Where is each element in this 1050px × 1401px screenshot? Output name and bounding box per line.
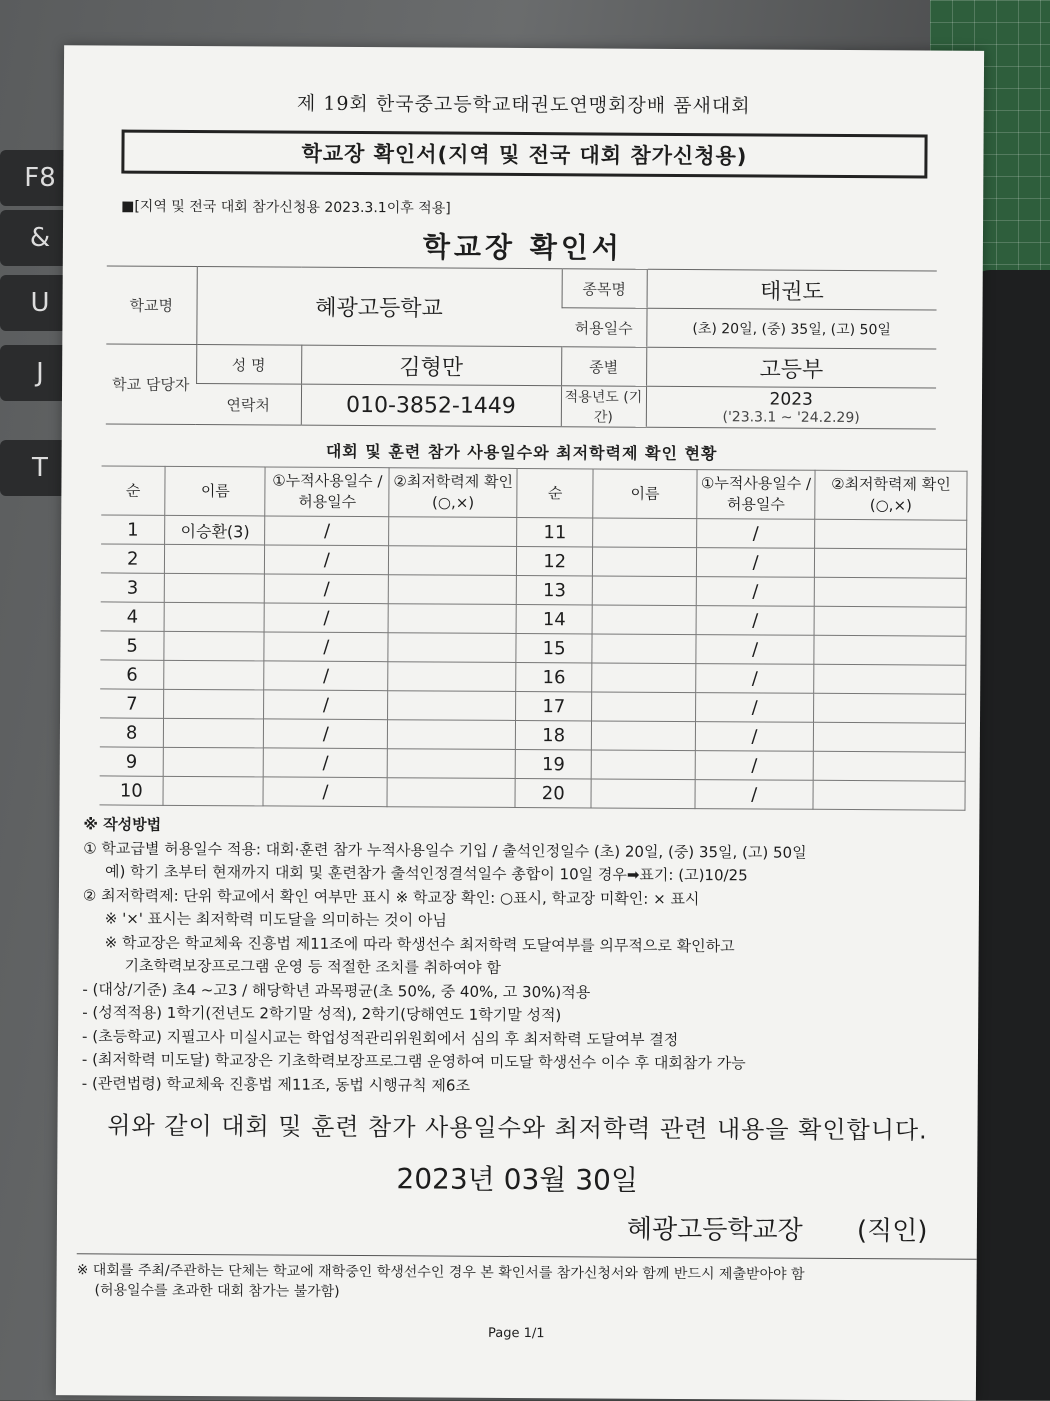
row-no: 3 (101, 573, 165, 602)
row-name (164, 689, 264, 719)
row-name (164, 718, 264, 748)
row-check (813, 780, 965, 810)
row-check (814, 606, 966, 636)
row-days: / (696, 664, 814, 694)
row-no: 19 (515, 749, 591, 778)
row-check (814, 664, 966, 694)
method-line: 예) 학기 초부터 현재까지 대회 및 훈련참가 출석인정결석일수 총합이 10일 경우➡표기: (고)10/25 (105, 862, 748, 885)
row-name (592, 721, 696, 751)
row-name (592, 692, 696, 722)
row-no: 14 (516, 604, 592, 633)
school-name: 혜광고등학교 (196, 267, 561, 347)
confirmation-document (56, 45, 984, 1401)
row-check (813, 722, 965, 752)
period-value: ('23.3.1 ~ '24.2.29) (722, 409, 860, 427)
method-line: 기초학력보장프로그램 운영 등 적절한 조치를 취하여야 함 (124, 956, 501, 977)
contact-value: 010-3852-1449 (301, 384, 561, 427)
status-title: 대회 및 훈련 참가 사용일수와 최저학력제 확인 현황 (325, 441, 718, 464)
row-name (165, 602, 265, 632)
row-days: / (695, 780, 813, 810)
row-name (592, 663, 696, 693)
row-name (165, 573, 265, 603)
footer-note (76, 1253, 976, 1305)
row-no: 18 (516, 720, 592, 749)
row-check (388, 633, 516, 663)
method-line: ② 최저학력제: 단위 학교에서 확인 여부만 표시 ※ 학교장 확인: ○표시, 학교장 미확인: × 표시 (82, 885, 700, 908)
row-check (814, 693, 966, 723)
mouse-pad (970, 270, 1050, 1400)
row-check (389, 517, 517, 547)
row-check (388, 720, 516, 750)
row-name: 이승환(3) (165, 515, 265, 545)
row-check (387, 778, 515, 808)
col-days-right: ①누적사용일수 /허용일수 (697, 470, 815, 520)
row-check (813, 751, 965, 781)
row-check (814, 548, 966, 578)
footer-note-line: (허용일수를 초과한 대회 참가는 불가함) (94, 1282, 340, 1300)
row-check (815, 519, 967, 549)
row-name (592, 576, 696, 606)
row-days: / (265, 545, 389, 575)
col-name: 이름 (165, 466, 265, 516)
document-date: 2023년 03월 30일 (396, 1162, 639, 1197)
col-academic-right: ②최저학력제 확인(○,×) (815, 470, 967, 520)
row-check (387, 749, 515, 779)
row-no: 11 (517, 517, 593, 546)
method-line: - (관련법령) 학교체육 진흥법 제11조, 동법 시행규칙 제6조 (81, 1073, 471, 1095)
row-check (388, 691, 516, 721)
event-label: 종목명 (562, 269, 647, 309)
row-no: 8 (100, 718, 164, 747)
competition-header: 제 19회 한국중고등학교태권도연맹회장배 품새대회 (296, 92, 751, 118)
row-name (591, 779, 695, 809)
row-check (389, 575, 517, 605)
allow-days-label: 허용일수 (561, 308, 646, 348)
year-label: 적용년도 (기간) (561, 386, 646, 428)
contact-label: 연락처 (196, 384, 301, 426)
method-line: ※ '×' 표시는 최저학력 미도달을 의미하는 것이 아님 (104, 909, 447, 930)
row-days: / (264, 603, 388, 633)
row-check (388, 604, 516, 634)
row-no: 13 (516, 575, 592, 604)
row-days: / (264, 661, 388, 691)
allow-days-value: (초) 20일, (중) 35일, (고) 50일 (646, 308, 936, 349)
col-name-right: 이름 (593, 469, 697, 519)
method-line: - (최저학력 미도달) 학교장은 기초학력보장프로그램 운영하여 미도달 학생선수 이수 후 대회참가 가능 (81, 1050, 746, 1073)
row-days: / (697, 548, 815, 578)
row-days: / (264, 632, 388, 662)
event-value: 태권도 (647, 269, 937, 310)
manager-label: 학교 담당자 (106, 344, 196, 425)
table-row (99, 776, 965, 810)
row-check (814, 577, 966, 607)
row-no: 17 (516, 691, 592, 720)
principal-name: 혜광고등학교장 (626, 1214, 803, 1246)
row-days: / (264, 719, 388, 749)
row-days: / (696, 635, 814, 665)
row-no: 1 (101, 515, 165, 544)
category-value: 고등부 (646, 347, 936, 388)
category-label: 종별 (561, 347, 646, 387)
row-name (163, 776, 263, 806)
row-no: 7 (100, 689, 164, 718)
official-seal: (직인) (856, 1216, 928, 1247)
info-table (106, 265, 937, 429)
school-label: 학교명 (106, 266, 196, 345)
row-no: 10 (99, 776, 163, 805)
row-check (389, 546, 517, 576)
col-academic: ②최저학력제 확인(○,×) (389, 468, 517, 518)
row-days: / (696, 693, 814, 723)
apply-note: ■[지역 및 전국 대회 참가신청용 2023.3.1이후 적용] (121, 198, 451, 217)
method-line: ① 학교급별 허용일수 적용: 대회·훈련 참가 누적사용일수 기입 / 출석인정일수 (초) 20일, (중) 35일, (고) 50일 (83, 838, 807, 862)
row-days: / (264, 748, 388, 778)
document-title-box: 학교장 확인서(지역 및 전국 대회 참가신청용) (121, 130, 927, 179)
method-line: - (초등학교) 지필고사 미실시교는 학업성적관리위원회에서 심의 후 최저학력 도달여부 결정 (82, 1026, 679, 1049)
row-name (165, 544, 265, 574)
col-no-right: 순 (517, 468, 593, 517)
manager-name: 김형만 (301, 345, 561, 386)
row-name (593, 518, 697, 548)
row-days: / (695, 751, 813, 781)
method-line: - (대상/기준) 초4 ~고3 / 해당학년 과목평균(초 50%, 중 40%, 고 30%)적용 (82, 979, 591, 1001)
method-line: ※ 학교장은 학교체육 진흥법 제11조에 따라 학생선수 최저학력 도달여부를 의무적으로 확인하고 (104, 932, 735, 955)
row-no: 4 (101, 602, 165, 631)
row-name (592, 605, 696, 635)
row-no: 6 (100, 660, 164, 689)
row-days: / (696, 606, 814, 636)
year-cell (646, 386, 936, 429)
keyboard-key: T (0, 440, 80, 496)
method-heading: ※ 작성방법 (83, 815, 162, 834)
row-days: / (265, 574, 389, 604)
row-check (814, 635, 966, 665)
row-no: 16 (516, 662, 592, 691)
row-days: / (695, 722, 813, 752)
row-days: / (265, 516, 389, 546)
keyboard-key: J (0, 345, 80, 401)
page-number: Page 1/1 (487, 1325, 545, 1342)
keyboard-key: F8 (0, 150, 80, 206)
method-line: - (성적적용) 1학기(전년도 2학기말 성적), 2학기(당해연도 1학기말 성적) (82, 1003, 562, 1025)
row-name (164, 631, 264, 661)
year-value: 2023 (769, 389, 813, 410)
row-no: 5 (100, 631, 164, 660)
row-check (388, 662, 516, 692)
row-no: 20 (515, 778, 591, 807)
row-no: 2 (101, 544, 165, 573)
row-name (164, 660, 264, 690)
col-no: 순 (101, 466, 165, 515)
row-days: / (697, 519, 815, 549)
row-name (593, 547, 697, 577)
keyboard-key: & (0, 210, 80, 266)
row-name (592, 634, 696, 664)
row-no: 9 (100, 747, 164, 776)
col-days: ①누적사용일수 /허용일수 (265, 467, 389, 517)
keyboard-key: U (0, 275, 80, 331)
row-no: 12 (517, 546, 593, 575)
name-label: 성 명 (196, 345, 301, 385)
row-days: / (263, 777, 387, 807)
row-name (591, 750, 695, 780)
row-days: / (264, 690, 388, 720)
row-days: / (696, 577, 814, 607)
writing-instructions (82, 813, 964, 1100)
row-name (164, 747, 264, 777)
footer-note-line: ※ 대회를 주최/주관하는 단체는 학교에 재학중인 학생선수인 경우 본 확인서를 참가신청서와 함께 반드시 제출받아야 함 (76, 1262, 805, 1283)
status-table (99, 465, 967, 810)
row-no: 15 (516, 633, 592, 662)
main-title: 학교장 확인서 (422, 230, 624, 265)
confirmation-statement: 위와 같이 대회 및 훈련 참가 사용일수와 최저학력 관련 내용을 확인합니다. (107, 1111, 928, 1145)
